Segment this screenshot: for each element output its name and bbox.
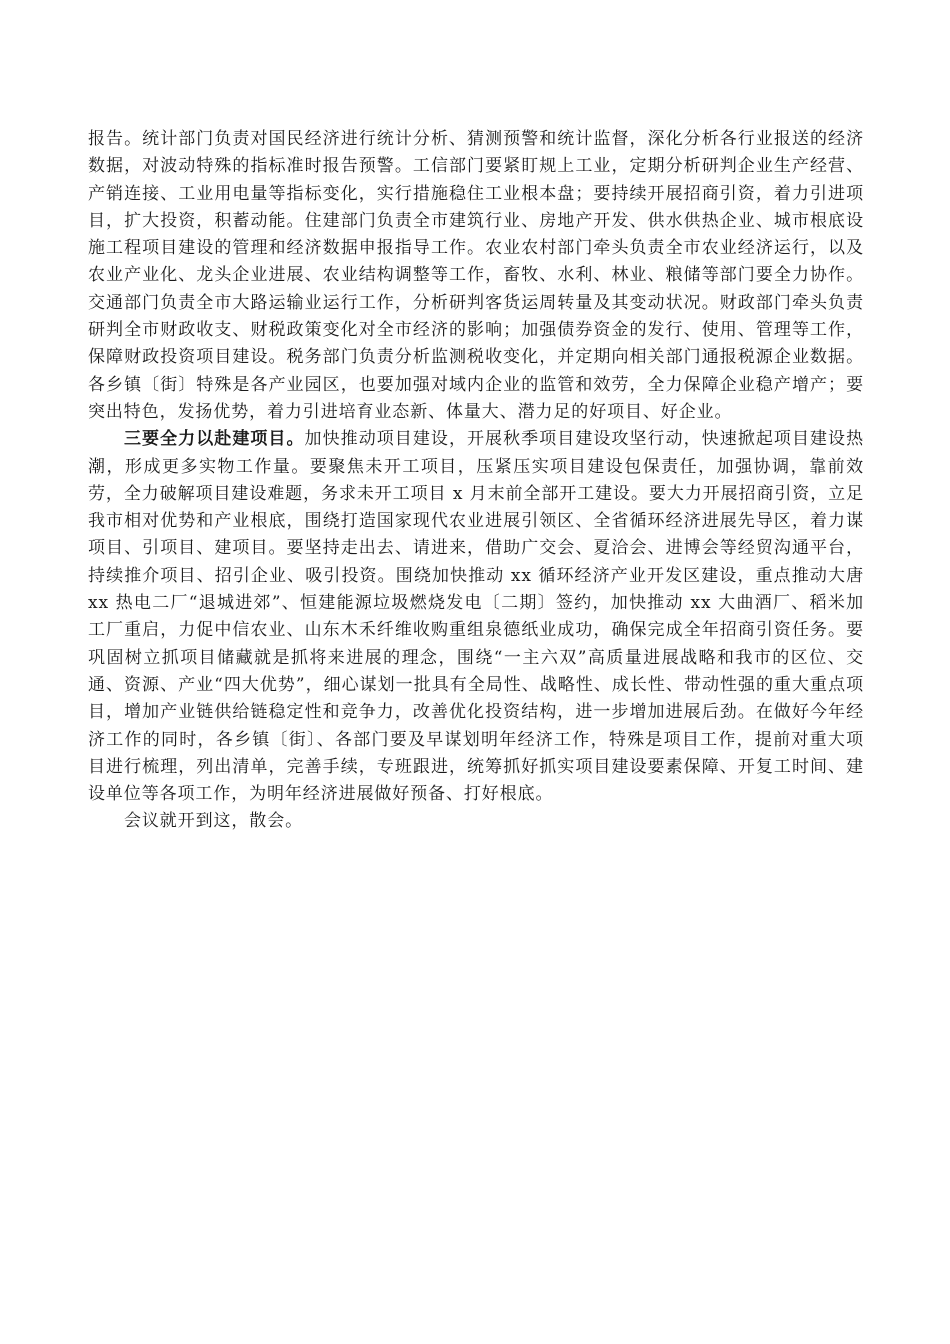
paragraph-lead-heading: 三要全力以赴建项目。 <box>124 429 305 450</box>
paragraph-closing <box>88 808 864 835</box>
document-page <box>88 126 864 836</box>
paragraph-text: 报告。统计部门负责对国民经济进行统计分析、猜测预警和统计监督，深化分析各行业报送的经济数据，对波动特殊的指标准时报告预警。工信部门要紧盯规上工业，定期分析研判企业生产经营、产销连接、工业用电量等指标变化，实行措施稳住工业根本盘；要持续开展招商引资，着力引进项目，扩大投资，积蓄动能。住建部门负责全市建筑行业、房地产开发、供水供热企业、城市根底设施工程项目建设的管理和经济数据申报指导工作。农业农村部门牵头负责全市农业经济运行，以及农业产业化、龙头企业进展、农业结构调整等工作，畜牧、水利、林业、粮储等部门要全力协作。交通部门负责全市大路运输业运行工作，分析研判客货运周转量及其变动状况。财政部门牵头负责研判全市财政收支、财税政策变化对全市经济的影响；加强债券资金的发行、使用、管理等工作，保障财政投资项目建设。税务部门负责分析监测税收变化，并定期向相关部门通报税源企业数据。各乡镇〔街〕特殊是各产业园区，也要加强对域内企业的监管和效劳，全力保障企业稳产增产；要突出特色，发扬优势，着力引进培育业态新、体量大、潜力足的好项目、好企业。 <box>88 129 864 422</box>
paragraph-text: 会议就开到这，散会。 <box>124 811 303 832</box>
paragraph-build-projects <box>88 426 864 808</box>
paragraph-reporting-duties <box>88 126 864 426</box>
paragraph-text: 加快推动项目建设，开展秋季项目建设攻坚行动，快速掀起项目建设热潮，形成更多实物工作量。要聚焦未开工项目，压紧压实项目建设包保责任，加强协调，靠前效劳，全力破解项目建设难题，务求未开工项目 x 月末前全部开工建设。要大力开展招商引资，立足我市相对优势和产业根底，围绕打造国家现代农业进展引领区、全省循环经济进展先导区，着力谋项目、引项目、建项目。要坚持走出去、请进来，借助广交会、夏洽会、进博会等经贸沟通平台，持续推介项目、招引企业、吸引投资。围绕加快推动 xx 循环经济产业开发区建设，重点推动大唐 xx 热电二厂“退城进郊”、恒建能源垃圾燃烧发电〔二期〕签约，加快推动 xx 大曲酒厂、稻米加工厂重启，力促中信农业、山东木禾纤维收购重组泉德纸业成功，确保完成全年招商引资任务。要巩固树立抓项目储藏就是抓将来进展的理念，围绕“一主六双”高质量进展战略和我市的区位、交通、资源、产业“四大优势”，细心谋划一批具有全局性、战略性、成长性、带动性强的重大重点项目，增加产业链供给链稳定性和竞争力，改善优化投资结构，进一步增加进展后劲。在做好今年经济工作的同时，各乡镇〔街〕、各部门要及早谋划明年经济工作，特殊是项目工作，提前对重大项目进行梳理，列出清单，完善手续，专班跟进，统筹抓好抓实项目建设要素保障、开复工时间、建设单位等各项工作，为明年经济进展做好预备、打好根底。 <box>88 429 864 805</box>
